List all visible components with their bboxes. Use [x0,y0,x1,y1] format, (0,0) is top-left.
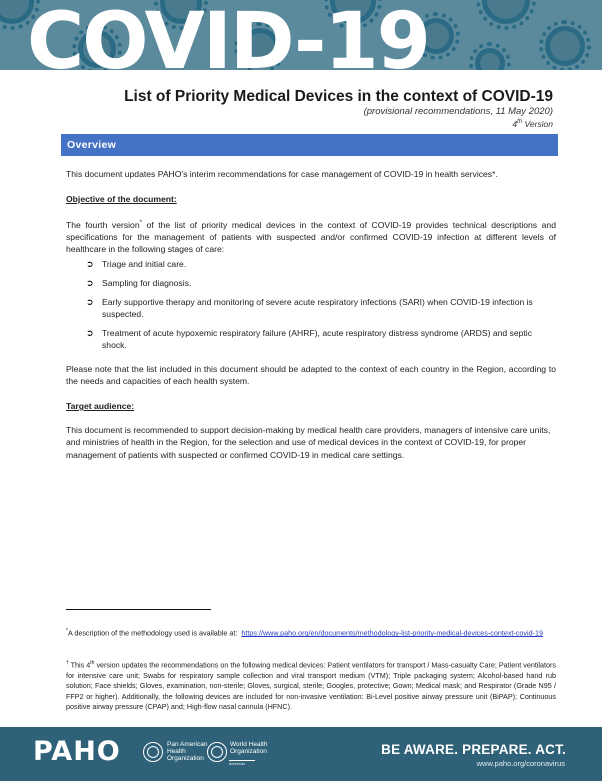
footnote-mark: † [66,660,69,666]
footnote-text-after: version updates the recommendations on the following medical devices: Patient ventilators for transport / Mass-casualty Care; Patient ventilators for intensive care unit; Swabs for respiratory sample collection and viral transport medium (VTM); Triple packaging system; Alcohol-based hand rub solution; Face shields; Gloves, examination, non-sterile; Gloves, surgical, sterile; Googles, protective; Gown; Medical mask; and Respirator (Grade N95 / FFP2 or higher). Additionally, the following devices are included for non-invasive ventilation: Bi-Level positive airway pressure unit (BiPAP); Continuous positive airway pressure (CPAP) and; High-flow nasal cannula (HFNC). [66,660,556,712]
footnote-text: A description of the methodology used is available at: [67,628,238,638]
document-subtitle: (provisional recommendations, 11 May 2020) [363,106,553,117]
audience-heading: Target audience: [66,401,135,411]
objective-text-before: The fourth version [66,219,140,230]
slogan: BE AWARE. PREPARE. ACT. [381,742,566,757]
arrow-bullet-icon: ➲ [86,296,94,307]
who-divider [229,760,255,761]
section-header-overview: Overview [61,134,558,156]
who-region: Americas [229,762,246,766]
banner-title: COVID-19 [27,0,429,70]
list-item [86,277,556,289]
list-item [86,296,556,321]
version-sup: th [517,119,523,126]
footnote-methodology [66,626,556,639]
list-item-text: Early supportive therapy and monitoring of severe acute respiratory infections (SARI) when COVID-19 infection is suspected. [102,296,533,319]
objective-text-after: of the list of priority medical devices in the context of COVID-19 provides technical descriptions and specifications for the management of patients with suspected and/or confirmed COVID-19 infection at different levels of healthcare in the following stages of care: [66,219,556,255]
paho-logo: PAHO [33,736,121,767]
covid-banner [0,0,602,70]
document-title: List of Priority Medical Devices in the context of COVID-19 [124,88,553,105]
note-paragraph: Please note that the list included in this document should be adapted to the context of each country in the Region, according to the needs and capacities of each health system. [66,364,556,387]
footnote-separator [66,609,211,610]
version-number: 4 [512,119,518,129]
org-line: World Health [230,741,268,748]
document-version [512,119,553,129]
virus-icon [475,48,505,70]
intro-paragraph: This document updates PAHO's interim recommendations for case management of COVID-19 in health services*. [66,169,498,179]
paho-emblem-icon [143,742,163,762]
arrow-bullet-icon: ➲ [86,277,94,288]
arrow-bullet-icon: ➲ [86,259,94,269]
footnote-version [66,658,556,713]
footnote-mark: * [66,628,68,634]
paho-org-name [167,741,207,762]
arrow-bullet-icon: ➲ [86,327,94,338]
methodology-link[interactable]: https://www.paho.org/en/documents/methodology-list-priority-medical-devices-context-covid-19 [241,628,543,638]
org-line: Organization [167,755,204,762]
footnote-version-sup: th [90,660,95,666]
org-line: Pan American [167,741,208,748]
footer-bar [0,727,602,781]
stages-list [86,258,556,358]
virus-icon [545,26,585,66]
audience-paragraph: This document is recommended to support decision-making by medical health care providers, managers of intensive care units, and ministries of health in the Region, for the selection and use of medical devices in the context of COVID-19, for proper management of patients with suspected or confirmed COVID-19 in medical care settings. [66,425,551,460]
list-item [86,258,556,270]
who-emblem-icon [207,742,227,762]
footer-url[interactable]: www.paho.org/coronavirus [476,759,565,768]
objective-heading: Objective of the document: [66,194,177,204]
footnote-text-before: This 4 [68,660,91,670]
list-item-text: Sampling for diagnosis. [102,277,192,288]
list-item-text: Triage and initial care. [102,259,187,269]
version-label: Version [524,119,553,129]
objective-paragraph [66,217,556,256]
list-item [86,327,556,352]
list-item-text: Treatment of acute hypoxemic respiratory failure (AHRF), acute respiratory distress syndrome (ARDS) and septic shock. [102,327,532,350]
footnote-ref: * [139,220,142,226]
banner-divider [0,70,602,80]
virus-icon [482,0,530,24]
org-line: Health [167,748,186,755]
who-org-name [230,741,267,755]
org-line: Organization [230,748,267,755]
